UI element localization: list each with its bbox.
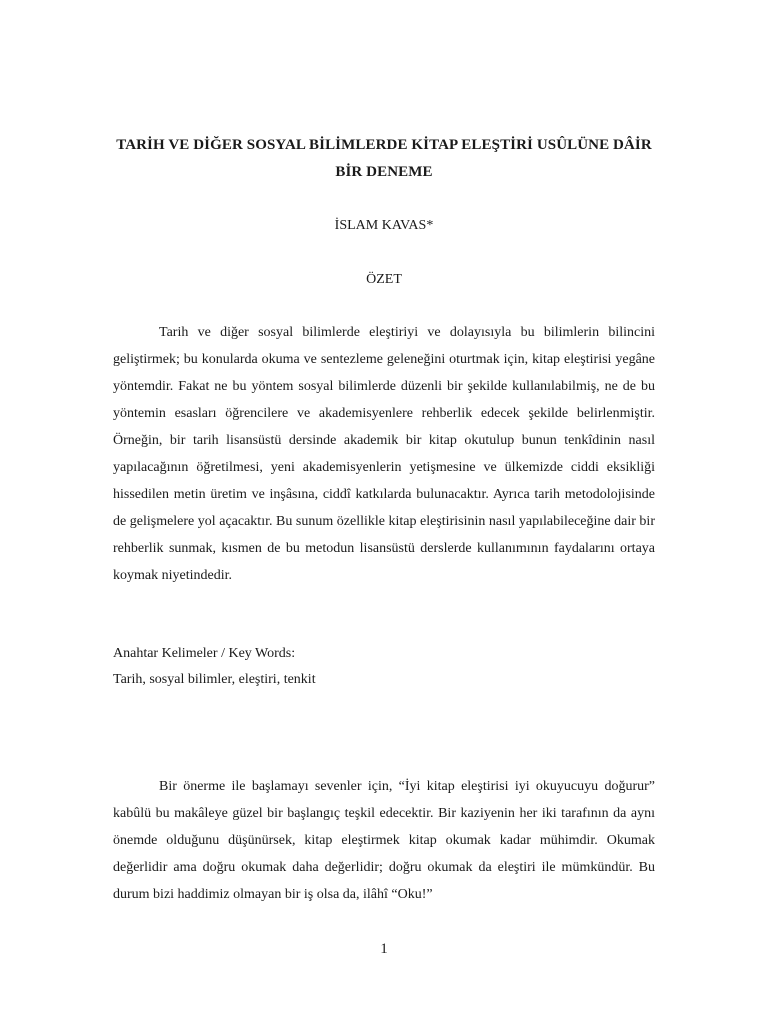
keywords-list: Tarih, sosyal bilimler, eleştiri, tenkit bbox=[113, 672, 316, 687]
page-number: 1 bbox=[380, 941, 388, 957]
body-text: Bir önerme ile başlamayı sevenler için, “İyi kitap eleştirisi iyi okuyucuyu doğurur” kabûlü bu makâleye güzel bir başlangıç teşkil edecektir. Bir kaziyenin her iki tarafının da aynı önemde olduğunu düşünürsek, kitap eleştirmek kitap okumak kadar mühimdir. Okumak değerlidir ama doğru okumak daha değerlidir; doğru okumak da eleştiri ile mümkündür. Bu durum bizi haddimiz olmayan bir iş olsa da, ilâhî “Oku!” bbox=[113, 779, 655, 902]
keywords-heading: Anahtar Kelimeler / Key Words: bbox=[113, 646, 296, 661]
title-line-1: TARİH VE DİĞER SOSYAL BİLİMLERDE KİTAP ELEŞTİRİ USÛLÜNE DÂİR bbox=[116, 137, 652, 153]
abstract-heading: ÖZET bbox=[366, 272, 402, 287]
title-line-2: BİR DENEME bbox=[335, 164, 433, 180]
abstract-paragraph bbox=[113, 319, 655, 589]
abstract-text: Tarih ve diğer sosyal bilimlerde eleştiriyi ve dolayısıyla bu bilimlerin bilincini geliştirmek; bu konularda okuma ve sentezleme geleneğini oturtmak için, kitap eleştirisi yegâne yöntemdir. Fakat ne bu yöntem sosyal bilimlerde düzenli bir şekilde kullanılabilmiş, ne de bu yöntemin esasları öğrencilere ve akademisyenlere rehberlik edecek şekilde belirlenmiştir. Örneğin, bir tarih lisansüstü dersinde akademik bir kitap okutulup bunun tenkîdinin nasıl yapılacağının öğretilmesi, yeni akademisyenlerin yetişmesine ve ülkemizde ciddi eksikliği hissedilen metin üretim ve inşâsına, ciddî katkılarda bulunacaktır. Ayrıca tarih metodolojisinde de gelişmelere yol açacaktır. Bu sunum özellikle kitap eleştirisinin nasıl yapılabileceğine dair bir rehberlik sunmak, kısmen de bu metodun lisansüstü derslerde kullanımının faydalarını ortaya koymak niyetindedir. bbox=[113, 325, 655, 583]
body-paragraph bbox=[113, 773, 655, 908]
author-name: İSLAM KAVAS* bbox=[334, 218, 434, 233]
